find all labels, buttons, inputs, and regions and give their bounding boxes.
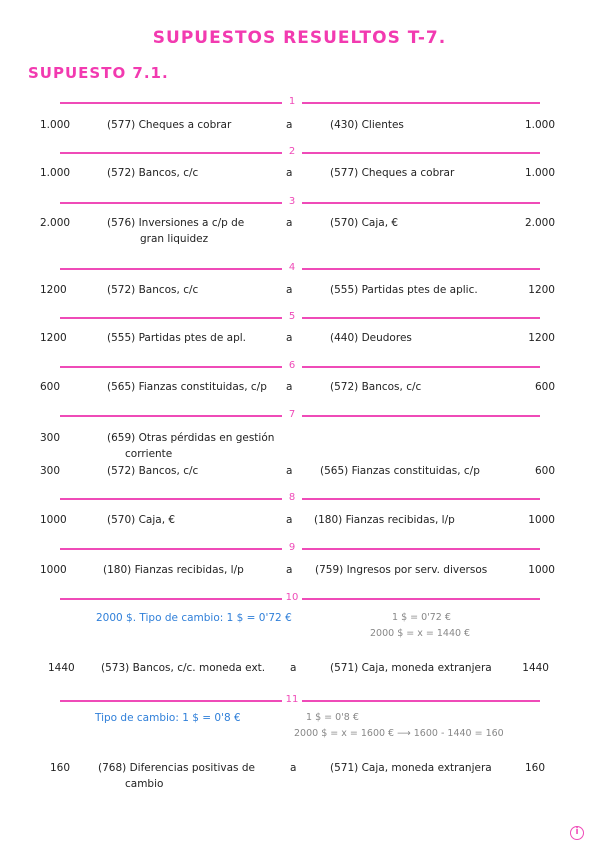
connector: a: [286, 514, 293, 526]
debit-account: (572) Bancos, c/c: [107, 167, 199, 179]
separator-line: [60, 202, 282, 204]
connector: a: [286, 284, 293, 296]
separator-line: [302, 202, 540, 204]
credit-account: (759) Ingresos por serv. diversos: [315, 564, 488, 576]
debit-amount: 1200: [40, 332, 67, 344]
debit-account: (572) Bancos, c/c: [107, 465, 199, 477]
connector: a: [286, 167, 293, 179]
entry-number: 5: [288, 311, 296, 322]
debit-amount: 300: [40, 432, 61, 444]
separator-line: [60, 598, 282, 600]
separator-line: [302, 102, 540, 104]
debit-account: (659) Otras pérdidas en gestión: [107, 432, 275, 444]
connector: a: [286, 564, 293, 576]
debit-amount: 1440: [48, 662, 75, 674]
entry-number: 9: [288, 542, 296, 553]
credit-amount: 1200: [528, 284, 555, 296]
separator-line: [302, 548, 540, 550]
entry-number: 3: [288, 196, 296, 207]
debit-amount: 300: [40, 465, 61, 477]
entry-number: 2: [288, 146, 296, 157]
credit-account: (440) Deudores: [330, 332, 412, 344]
separator-line: [60, 548, 282, 550]
debit-account: (555) Partidas ptes de apl.: [107, 332, 246, 344]
separator-line: [302, 700, 540, 702]
exchange-rate-note: 2000 $. Tipo de cambio: 1 $ = 0'72 €: [96, 612, 292, 624]
credit-account: (571) Caja, moneda extranjera: [330, 762, 492, 774]
credit-account: (430) Clientes: [330, 119, 404, 131]
debit-account: (565) Fianzas constituidas, c/p: [107, 381, 267, 393]
debit-amount: 1.000: [40, 119, 71, 131]
separator-line: [302, 152, 540, 154]
connector: a: [286, 381, 293, 393]
entry-number: 4: [288, 262, 296, 273]
separator-line: [302, 268, 540, 270]
debit-account-continued: corriente: [125, 448, 173, 460]
credit-account: (570) Caja, €: [330, 217, 399, 229]
info-circle-icon[interactable]: i: [570, 826, 584, 840]
debit-account-continued: cambio: [125, 778, 164, 790]
connector: a: [286, 217, 293, 229]
credit-account: (577) Cheques a cobrar: [330, 167, 455, 179]
separator-line: [60, 498, 282, 500]
connector: a: [290, 762, 297, 774]
credit-amount: 600: [534, 381, 555, 393]
connector: a: [286, 119, 293, 131]
connector: a: [290, 662, 297, 674]
separator-line: [60, 415, 282, 417]
calculation-note: 1 $ = 0'72 €: [392, 612, 451, 623]
connector: a: [286, 465, 293, 477]
separator-line: [60, 317, 282, 319]
credit-amount: 1000: [528, 514, 555, 526]
exchange-rate-note: Tipo de cambio: 1 $ = 0'8 €: [95, 712, 241, 724]
entry-number: 1: [288, 96, 296, 107]
separator-line: [302, 598, 540, 600]
credit-amount: 160: [524, 762, 545, 774]
debit-amount: 1.000: [40, 167, 71, 179]
connector: a: [286, 332, 293, 344]
separator-line: [60, 152, 282, 154]
debit-account: (572) Bancos, c/c: [107, 284, 199, 296]
credit-amount: 1440: [522, 662, 549, 674]
credit-account: (565) Fianzas constituidas, c/p: [320, 465, 480, 477]
entry-number: 8: [288, 492, 296, 503]
credit-amount: 1000: [528, 564, 555, 576]
debit-account-continued: gran liquidez: [140, 233, 209, 245]
entry-number: 6: [288, 360, 296, 371]
debit-account: (576) Inversiones a c/p de: [107, 217, 245, 229]
page-title: SUPUESTOS RESUELTOS T-7.: [152, 28, 447, 48]
entry-number: 11: [285, 694, 299, 705]
separator-line: [302, 498, 540, 500]
debit-amount: 600: [40, 381, 61, 393]
calculation-note: 2000 $ = x = 1440 €: [370, 628, 471, 639]
entry-number: 10: [285, 592, 299, 603]
debit-account: (573) Bancos, c/c. moneda ext.: [101, 662, 266, 674]
credit-amount: 1.000: [524, 167, 555, 179]
exercise-title: SUPUESTO 7.1.: [28, 64, 169, 82]
separator-line: [302, 415, 540, 417]
calculation-note: 2000 $ = x = 1600 € ⟶ 1600 - 1440 = 160: [294, 728, 504, 739]
credit-amount: 600: [534, 465, 555, 477]
separator-line: [302, 366, 540, 368]
credit-amount: 1.000: [524, 119, 555, 131]
debit-account: (768) Diferencias positivas de: [98, 762, 255, 774]
credit-account: (180) Fianzas recibidas, l/p: [314, 514, 455, 526]
credit-amount: 2.000: [524, 217, 555, 229]
debit-account: (577) Cheques a cobrar: [107, 119, 232, 131]
debit-amount: 1000: [40, 564, 67, 576]
separator-line: [60, 366, 282, 368]
debit-account: (570) Caja, €: [107, 514, 176, 526]
debit-amount: 1200: [40, 284, 67, 296]
credit-account: (571) Caja, moneda extranjera: [330, 662, 492, 674]
separator-line: [60, 268, 282, 270]
credit-account: (572) Bancos, c/c: [330, 381, 422, 393]
calculation-note: 1 $ = 0'8 €: [306, 712, 359, 723]
separator-line: [302, 317, 540, 319]
debit-account: (180) Fianzas recibidas, l/p: [103, 564, 244, 576]
separator-line: [60, 102, 282, 104]
separator-line: [60, 700, 282, 702]
debit-amount: 160: [50, 762, 71, 774]
credit-amount: 1200: [528, 332, 555, 344]
debit-amount: 1000: [40, 514, 67, 526]
entry-number: 7: [288, 409, 296, 420]
debit-amount: 2.000: [40, 217, 71, 229]
credit-account: (555) Partidas ptes de aplic.: [330, 284, 478, 296]
